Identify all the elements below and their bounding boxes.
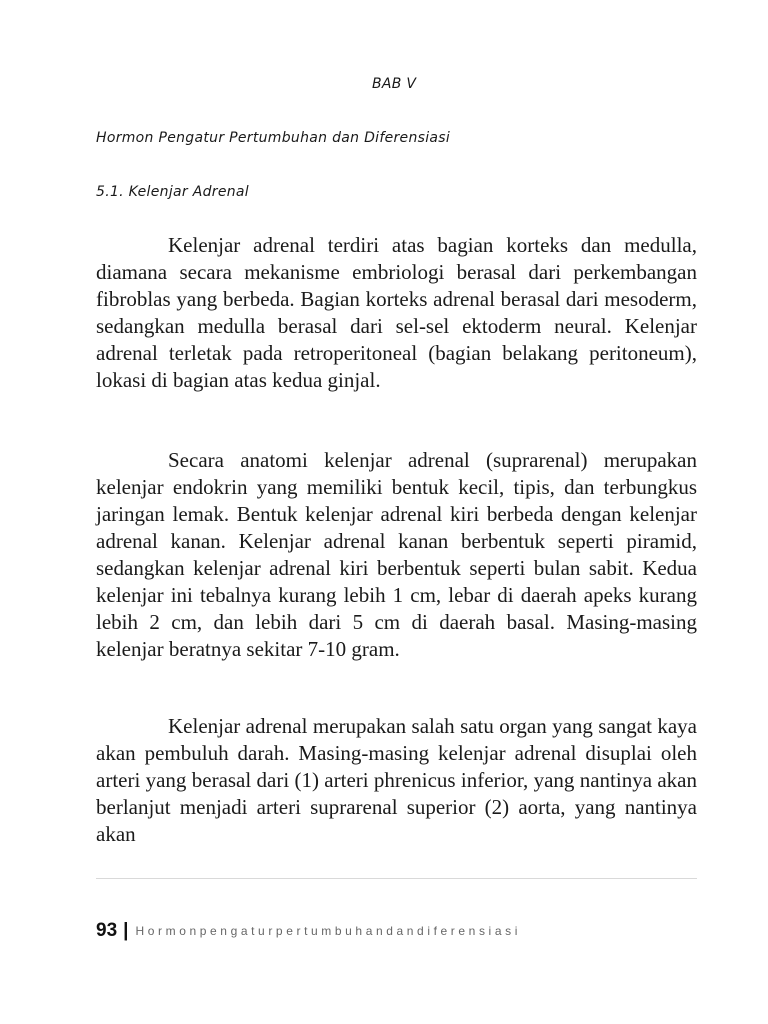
section-heading: 5.1. Kelenjar Adrenal: [96, 184, 249, 200]
footer-divider: [96, 878, 697, 879]
page-footer: [96, 918, 521, 944]
page-number: 93: [96, 920, 118, 941]
paragraph-3: Kelenjar adrenal merupakan salah satu organ yang sangat kaya akan pembuluh darah. Masing-masing kelenjar adrenal disuplai oleh arteri yang berasal dari (1) arteri phrenicus inferior, yang nantinya akan berlanjut menjadi arteri suprarenal superior (2) aorta, yang nantinya akan: [96, 714, 697, 846]
chapter-subtitle: Hormon Pengatur Pertumbuhan dan Diferensiasi: [96, 130, 451, 146]
paragraph-2: Secara anatomi kelenjar adrenal (suprarenal) merupakan kelenjar endokrin yang memiliki bentuk kecil, tipis, dan terbungkus jaringan lemak. Bentuk kelenjar adrenal kiri berbeda dengan kelenjar adrenal kanan. Kelenjar adrenal kanan berbentuk seperti piramid, sedangkan kelenjar adrenal kiri berbentuk seperti bulan sabit. Kedua kelenjar ini tebalnya kurang lebih 1 cm, lebar di daerah apeks kurang lebih 2 cm, dan lebih dari 5 cm di daerah basal. Masing-masing kelenjar beratnya sekitar 7-10 gram.: [96, 448, 697, 661]
chapter-heading: BAB V: [372, 76, 417, 92]
footer-separator: |: [123, 920, 129, 941]
running-head: Hormonpengaturpertumbuhandandiferensiasi: [135, 924, 521, 938]
paragraph-1: Kelenjar adrenal terdiri atas bagian korteks dan medulla, diamana secara mekanisme embriologi berasal dari perkembangan fibroblas yang berbeda. Bagian korteks adrenal berasal dari mesoderm, sedangkan medulla berasal dari sel-sel ektoderm neural. Kelenjar adrenal terletak pada retroperitoneal (bagian belakang peritoneum), lokasi di bagian atas kedua ginjal.: [96, 233, 697, 392]
